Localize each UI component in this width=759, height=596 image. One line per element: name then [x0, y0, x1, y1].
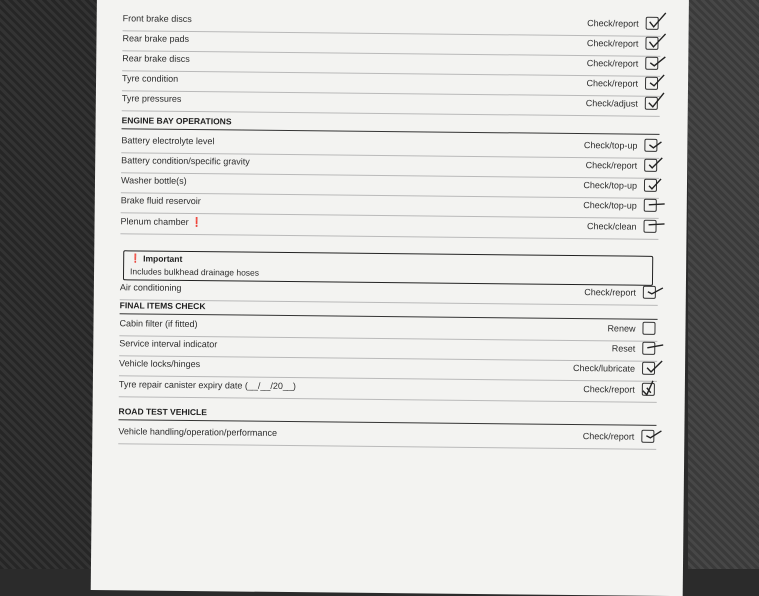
item-label: Rear brake pads [122, 33, 190, 44]
tick-mark-icon [643, 153, 665, 173]
item-label: Vehicle handling/operation/performance [118, 426, 278, 438]
desk-surface-right [688, 0, 759, 569]
item-label: Battery condition/specific gravity [121, 155, 250, 167]
item-label: Washer bottle(s) [120, 175, 187, 186]
item-label: Tyre repair canister expiry date (__/__/20__) [118, 379, 297, 392]
item-action: Check/report [587, 18, 639, 29]
item-label: Brake fluid reservoir [120, 195, 201, 207]
item-action: Check/top-up [583, 200, 637, 211]
tick-mark-icon [643, 133, 665, 153]
checklist-row [119, 376, 657, 403]
item-action: Renew [607, 323, 636, 334]
section-title: ENGINE BAY OPERATIONS [121, 115, 232, 127]
item-label: Front brake discs [122, 13, 192, 24]
checklist-sheet [91, 0, 689, 596]
item-label: Tyre pressures [121, 93, 182, 104]
item-label: Air conditioning [119, 282, 182, 293]
item-action: Check/adjust [585, 98, 638, 109]
item-action: Reset [611, 343, 636, 354]
item-action: Check/report [586, 78, 639, 89]
tick-mark-icon [644, 31, 666, 51]
tick-mark-icon [644, 71, 666, 91]
important-title: ❗ Important [130, 253, 183, 264]
tick-mark-icon [641, 377, 663, 397]
tick-mark-icon [640, 424, 662, 444]
tick-mark-icon [643, 173, 665, 193]
section-title: FINAL ITEMS CHECK [119, 300, 206, 312]
tick-mark-icon [643, 193, 665, 213]
item-action: Check/clean [586, 221, 637, 232]
item-action: Check/top-up [583, 180, 638, 191]
item-action: Check/report [583, 384, 635, 395]
important-note: Includes bulkhead drainage hoses [130, 266, 260, 278]
tick-mark-icon [641, 356, 663, 376]
section-title: ROAD TEST VEHICLE [118, 406, 207, 418]
tick-mark-icon [644, 91, 666, 111]
item-label: Cabin filter (if fitted) [119, 318, 198, 330]
tick-mark-icon [642, 214, 664, 234]
item-label: Vehicle locks/hinges [119, 358, 201, 370]
item-label: Battery electrolyte level [121, 135, 215, 147]
item-label: Plenum chamber ❗ [120, 216, 203, 228]
tick-mark-icon [645, 11, 667, 31]
item-label: Service interval indicator [119, 338, 218, 350]
item-action: Check/top-up [583, 140, 638, 151]
desk-surface-left [0, 0, 97, 569]
item-label: Rear brake discs [122, 53, 190, 64]
item-label: Tyre condition [122, 73, 179, 84]
section-road-test [118, 403, 656, 426]
tick-mark-icon [641, 336, 663, 356]
item-action: Check/report [584, 287, 636, 298]
item-action: Check/lubricate [572, 363, 636, 374]
checklist-row [118, 423, 656, 450]
item-action: Check/report [586, 38, 639, 49]
item-action: Check/report [586, 58, 639, 69]
checkbox[interactable] [642, 322, 655, 335]
tick-mark-icon [642, 280, 664, 300]
item-action: Check/report [585, 160, 638, 171]
tick-mark-icon [644, 51, 666, 71]
checklist-row [120, 213, 658, 240]
item-action: Check/report [582, 431, 635, 442]
